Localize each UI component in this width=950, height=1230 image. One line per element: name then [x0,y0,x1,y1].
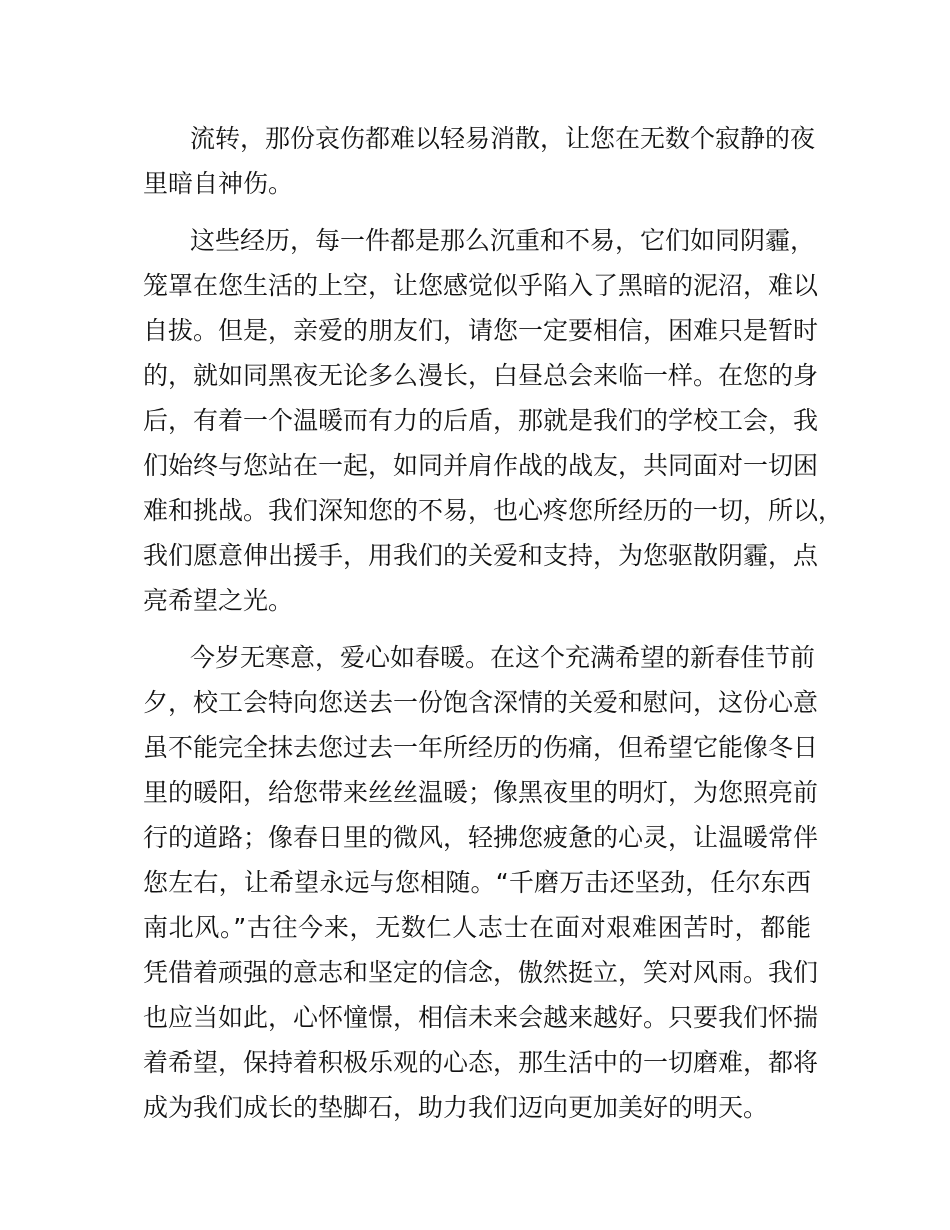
paragraph [143,218,844,623]
text-line: 夕，校工会特向您送去一份饱含深情的关爱和慰问，这份心意 [143,688,819,717]
text-line: 成为我们成长的垫脚石，助力我们迈向更加美好的明天。 [143,1093,769,1122]
text-line: 行的道路；像春日里的微风，轻拂您疲惫的心灵，让温暖常伴 [143,823,819,852]
text-line: 自拔。但是，亲爱的朋友们，请您一定要相信，困难只是暂时 [143,316,819,345]
text-line: 我们愿意伸出援手，用我们的关爱和支持，为您驱散阴霾，点 [143,541,819,570]
text-line: 今岁无寒意，爱心如春暖。在这个充满希望的新春佳节前 [190,643,816,672]
text-line: 凭借着顽强的意志和坚定的信念，傲然挺立，笑对风雨。我们 [143,958,819,987]
text-line: 里的暖阳，给您带来丝丝温暖；像黑夜里的明灯，为您照亮前 [143,778,819,807]
paragraph [143,635,819,1130]
text-line: 的，就如同黑夜无论多么漫长，白昼总会来临一样。在您的身 [143,361,819,390]
text-line: 虽不能完全抹去您过去一年所经历的伤痛，但希望它能像冬日 [143,733,819,762]
text-line: 这些经历，每一件都是那么沉重和不易，它们如同阴霾， [190,226,816,255]
text-line: 您左右，让希望永远与您相随。“千磨万击还坚劲，任尔东西 [143,868,811,897]
text-line: 后，有着一个温暖而有力的后盾，那就是我们的学校工会，我 [143,406,819,435]
text-line: 里暗自神伤。 [143,169,294,198]
text-line: 难和挑战。我们深知您的不易，也心疼您所经历的一切，所以， [143,496,844,525]
text-line: 也应当如此，心怀憧憬，相信未来会越来越好。只要我们怀揣 [143,1003,819,1032]
text-line: 笼罩在您生活的上空，让您感觉似乎陷入了黑暗的泥沼，难以 [143,271,819,300]
text-line: 南北风。”古往今来，无数仁人志士在面对艰难困苦时，都能 [143,913,811,942]
text-line: 们始终与您站在一起，如同并肩作战的战友，共同面对一切困 [143,451,819,480]
document-page [143,116,844,1142]
text-line: 亮希望之光。 [143,586,294,615]
paragraph [143,116,816,206]
text-line: 流转，那份哀伤都难以轻易消散，让您在无数个寂静的夜 [190,124,816,153]
text-line: 着希望，保持着积极乐观的心态，那生活中的一切磨难，都将 [143,1048,819,1077]
